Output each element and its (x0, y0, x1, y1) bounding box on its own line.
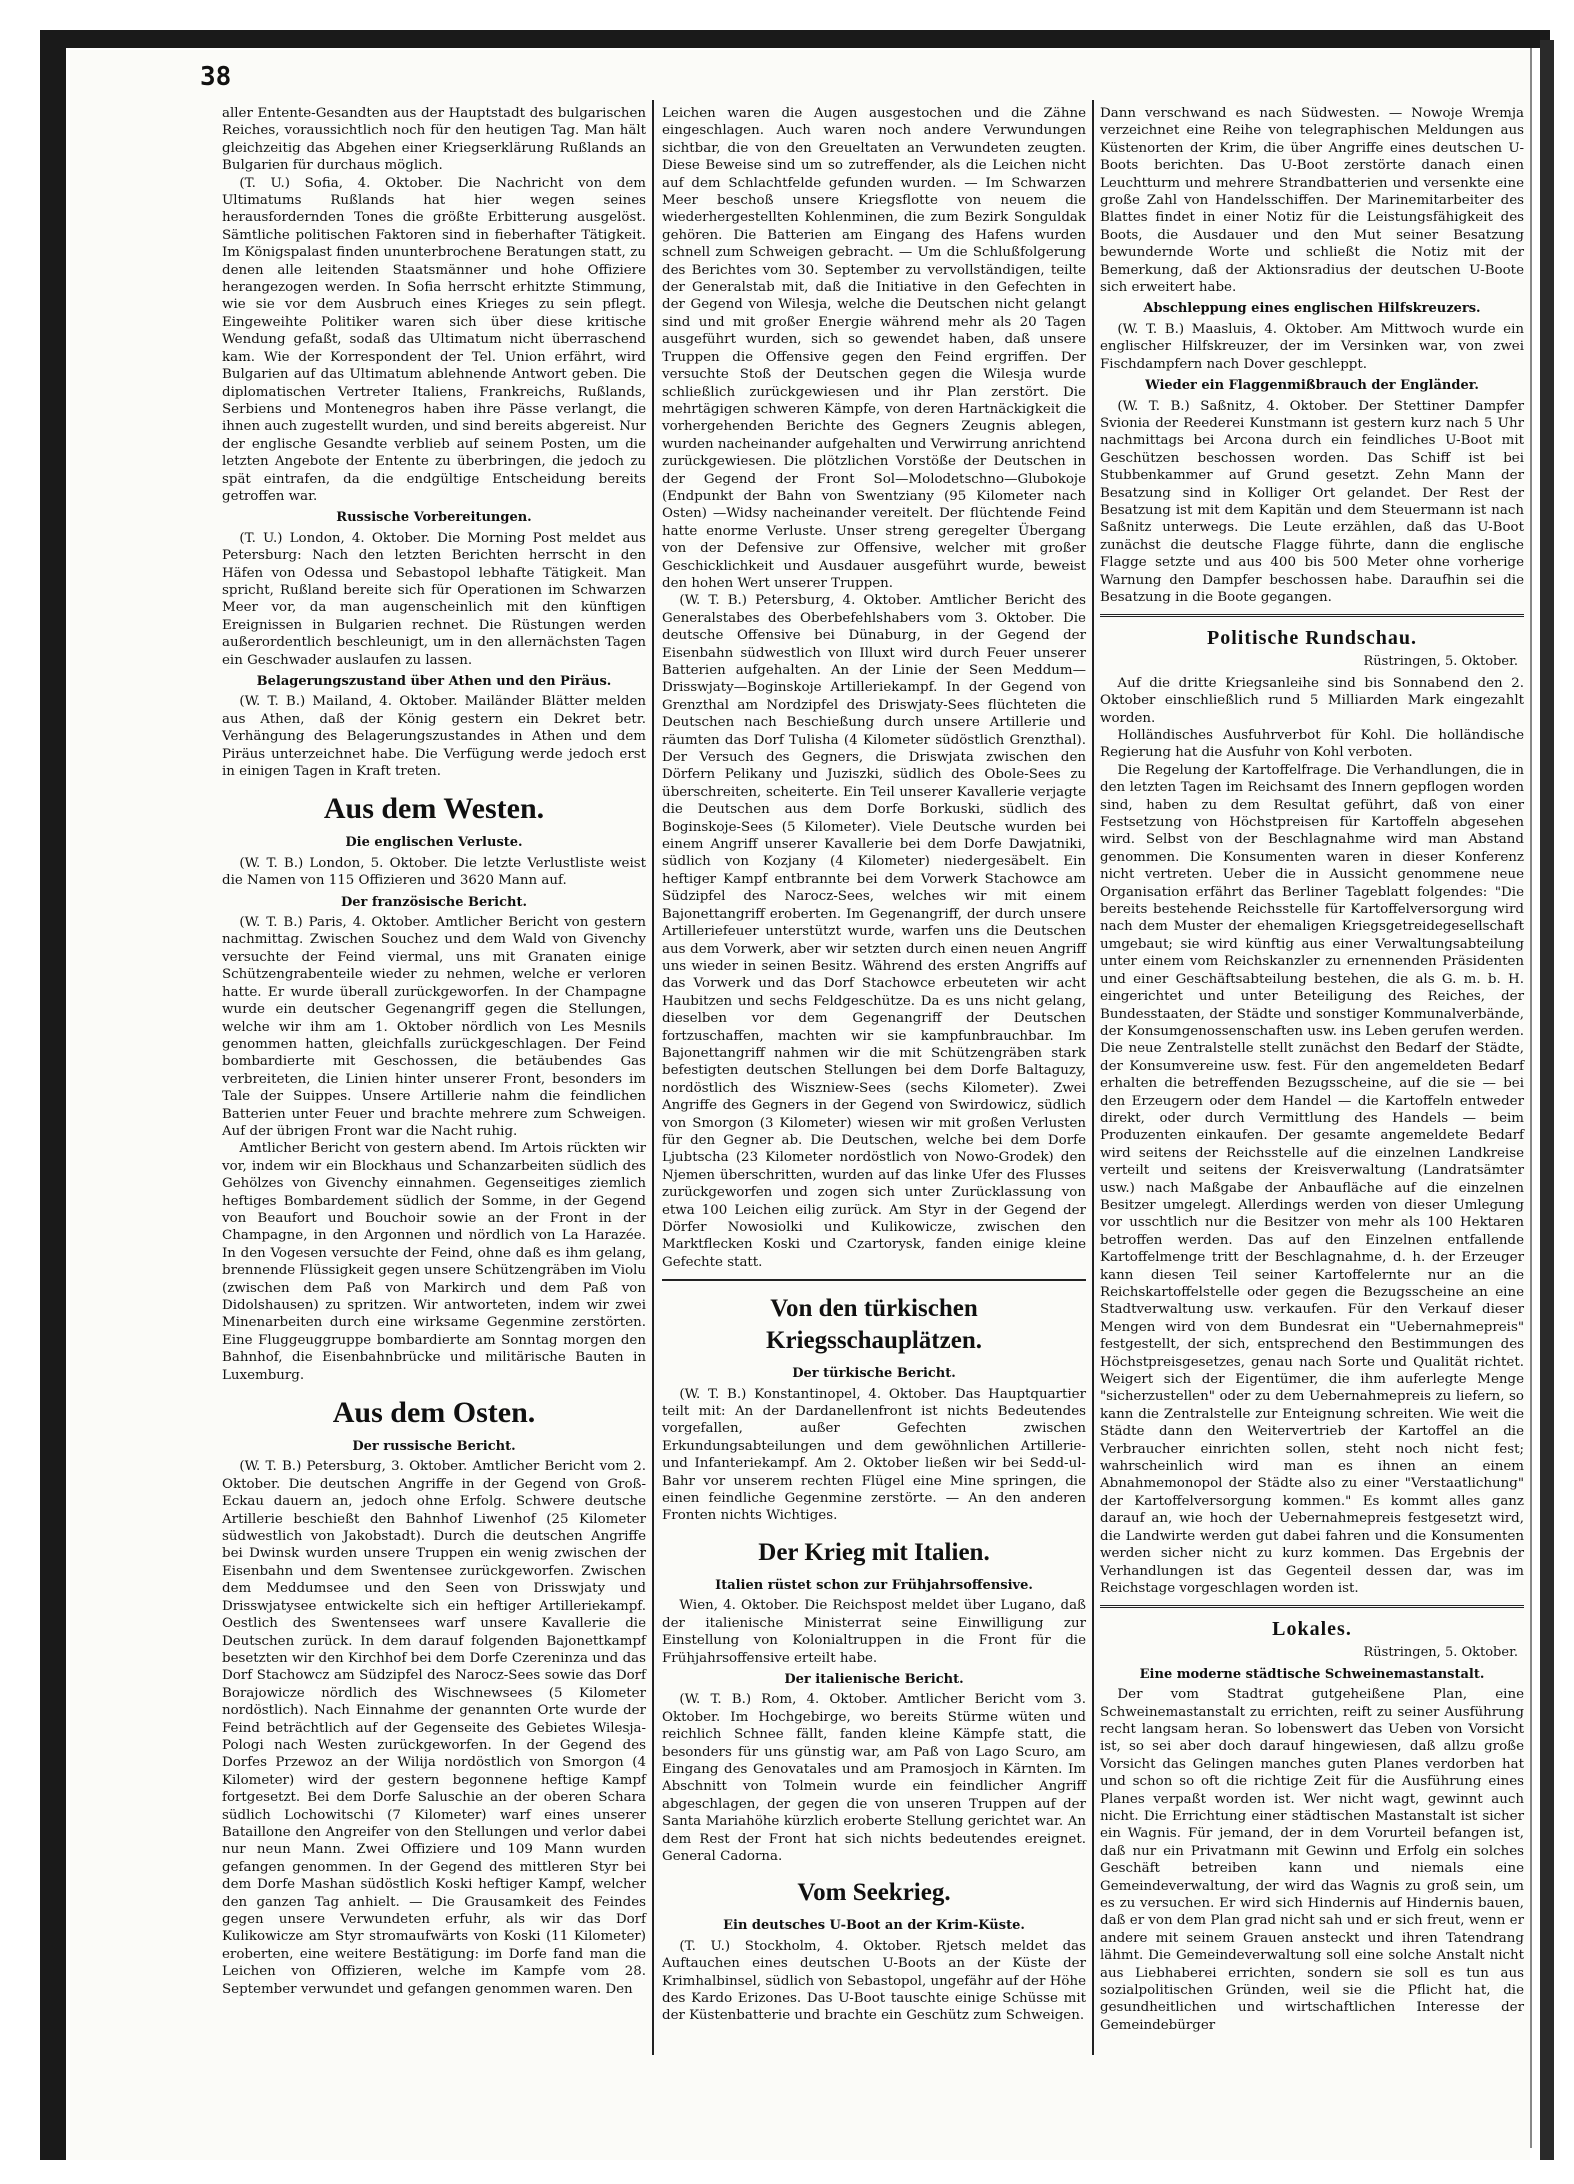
subheading: Russische Vorbereitungen. (336, 510, 532, 526)
paragraph: (W. T. B.) Mailand, 4. Oktober. Mailänder Blätter melden aus Athen, daß der König gestern ein Dekret betr. Verhängung des Belagerungszustandes in Athen und dem Piräus unterzeichnet habe. Die Verfügung werde jedoch erst in einigen Tagen in Kraft treten. (222, 694, 646, 780)
paragraph: (W. T. B.) Saßnitz, 4. Oktober. Der Stettiner Dampfer Svionia der Reederei Kunstmann ist gestern kurz nach 5 Uhr nachmittags bei Arcona durch ein feindliches U-Boot mit Geschützen beschossen worden. Das Schiff ist bei Stubbenkammer auf Grund gesetzt. Zehn Mann der Besatzung sind in Kolliger Ort gelandet. Der Rest der Besatzung ist mit dem Kapitän und dem Steuermann ist nach Saßnitz unterwegs. Die Leute erzählen, daß das U-Boot zunächst die deutsche Flagge führte, dann die englische Flagge setzte und aus 400 bis 500 Meter ohne vorherige Warnung den Dampfer beschossen habe. Daraufhin sei die Besatzung in die Boote gegangen. (1100, 398, 1524, 605)
subheading: Abschleppung eines englischen Hilfskreuzers. (1143, 301, 1481, 317)
paragraph: (W. T. B.) Petersburg, 3. Oktober. Amtlicher Bericht vom 2. Oktober. Die deutschen Angriffe in der Gegend von Groß-Eckau dauern an, jedoch ohne Erfolg. Schwere deutsche Artillerie beschießt den Bahnhof Liwenhof (25 Kilometer südwestlich von Jakobstadt). Durch die deutschen Angriffe bei Dwinsk wurden unsere Truppen ein wenig zwischen der Eisenbahn und dem Swentensee zurückgeworfen. Zwischen dem Meddumsee und den Seen von Drisswjaty und Drisswjatysee entwickelte sich ein heftiger Artilleriekampf. Oestlich des Swentensees warf unsere Kavallerie die Deutschen zurück. In dem darauf folgenden Bajonettkampf besetzten wir den Kirchhof bei dem Dorfe Czereninza und das Dorf Stachowcz am Südzipfel des Narocz-Sees sowie das Dorf Borajowicze nördlich des Wischnewsees (5 Kilometer nordöstlich). Nach Einnahme der genannten Orte wurde der Feind beträchtlich auf der Gegenseite des Gebietes Wilesja-Pologi nach Westen zurückgeworfen. In der Gegend des Dorfes Przewoz an der Wilija nordöstlich von Smorgon (4 Kilometer) wird der gestern begonnene heftige Kampf fortgesetzt. Bei dem Dorfe Saluschie an der oberen Schara südlich Lochowitschi (7 Kilometer) warf eines unserer Bataillone den Angreifer von den Stellungen und verlor dabei nur neun Mann. Zwei Offiziere und 109 Mann wurden gefangen genommen. In der Gegend des mittleren Styr bei dem Dorfe Mashan südöstlich Koski heftiger Kampf, welcher den ganzen Tag anhielt. — Die Grausamkeit des Feindes gegen unsere Verwundeten erfuhr, als wir das Dorf Kulikowicze am Styr stromaufwärts von Koski (11 Kilometer) eroberten, eine weitere Bestätigung: im Dorfe fand man die Leichen von Offizieren, welche im Kampfe vom 28. September verwundet und gefangen genommen waren. Den (222, 1459, 646, 1997)
column-1 (222, 105, 646, 1998)
section-heading: Lokales. (1272, 1618, 1352, 1641)
paragraph: aller Entente-Gesandten aus der Hauptstadt des bulgarischen Reiches, voraussichtlich noch für den heutigen Tag. Man hält gleichzeitig das Abgehen einer Kriegserklärung Rußlands an Bulgarien für durchaus möglich. (222, 106, 646, 174)
dateline: Rüstringen, 5. Oktober. (1363, 654, 1518, 670)
subheading: Der italienische Bericht. (784, 1671, 964, 1687)
subheading: Eine moderne städtische Schweinemastanstalt. (1139, 1666, 1485, 1682)
subheading: Belagerungszustand über Athen und den Piräus. (256, 674, 612, 689)
paragraph: (T. U.) Sofia, 4. Oktober. Die Nachricht von dem Ultimatums Rußlands hat hier wegen seines herausfordernden Tones die größte Erbitterung ausgelöst. Sämtliche politischen Faktoren sind in fieberhafter Tätigkeit. Im Königspalast finden ununterbrochene Beratungen statt, zu denen alle leitenden Staatsmänner und hohe Offiziere herangezogen werden. In Sofia herrscht erhitzte Stimmung, wie sie vor dem Ausbruch eines Krieges zu sein pflegt. Eingeweihte Politiker waren sich über diese kritische Wendung gefaßt, sodaß das Ultimatum nicht überraschend kam. Wie der Korrespondent der Tel. Union erfährt, wird Bulgarien auf das Ultimatum ablehnende Antwort geben. Die diplomatischen Vertreter Italiens, Frankreichs, Rußlands, Serbiens und Montenegros haben ihre Pässe verlangt, die ihnen auch zugestellt wurden, und sind bereits abgereist. Nur der englische Gesandte verblieb auf seinem Posten, um die letzten Angebote der Entente zu überbringen, die jedoch zu spät eintrafen, da die endgültige Entscheidung bereits getroffen war. (222, 175, 646, 504)
paragraph: (T. U.) Stockholm, 4. Oktober. Rjetsch meldet das Auftauchen eines deutschen U-Boots an der Küste der Krimhalbinsel, südlich von Sebastopol, ungefähr auf der Höhe des Kardo Erizones. Das U-Boot tauschte einige Schüsse mit der Küstenbatterie und brachte ein Geschütz zum Schweigen. (662, 1938, 1086, 2024)
paragraph: (W. T. B.) Maasluis, 4. Oktober. Am Mittwoch wurde ein englischer Hilfskreuzer, der im Versinken war, von zwei Fischdampfern nach Dover geschleppt. (1100, 321, 1524, 372)
page-edge (1530, 48, 1532, 2148)
paragraph: Holländisches Ausfuhrverbot für Kohl. Die holländische Regierung hat die Ausfuhr von Kohl verboten. (1100, 728, 1524, 761)
paragraph: (W. T. B.) Petersburg, 4. Oktober. Amtlicher Bericht des Generalstabes des Oberbefehlshabers vom 3. Oktober. Die deutsche Offensive bei Dünaburg, in der Gegend der Eisenbahn südwestlich von Illuxt wird durch Feuer unserer Batterien aufgehalten. An der Linie der Seen Meddum—Drisswjaty—Boginskoje Artilleriekampf. In der Gegend von Grenzthal am Nordzipfel des Driswjaty-Sees flüchteten die Deutschen nach Beschießung durch unsere Artillerie und räumten das Dorf Tulisha (4 Kilometer südöstlich Grenzthal). Der Versuch des Gegners, die Driswjata zwischen den Dörfern Pelikany und Juziszki, südlich des Obole-Sees zu überschreiten, scheiterte. Ein Teil unserer Kavallerie verjagte die Deutschen aus dem Dorfe Borkuski, südlich des Boginskoje-Sees (5 Kilometer). Viele Deutsche wurden bei einem Angriff unserer Kavallerie bei dem Dorfe Dawjatniki, südlich von Kozjany (4 Kilometer) niedergesäbelt. Ein heftiger Kampf entbrannte bei dem Vorwerk Stachowce am Südzipfel des Narocz-Sees, welches wir mit einem Bajonettangriff eroberten. Im Gegenangriff, der durch unsere Artilleriefeuer unterstützt wurde, warfen uns die Deutschen aus dem Vorwerk, aber wir setzten durch einen neuen Angriff uns wieder in seinen Besitz. Während des ersten Angriffs auf das Vorwerk und das Dorf Stachowce erbeuteten wir acht Haubitzen und sechs Feldgeschütze. Da es uns nicht gelang, dieselben vor dem Gegenangriff der Deutschen fortzuschaffen, machten wir sie kampfunbrauchbar. Im Bajonettangriff nahmen wir die mit Schützengräben stark befestigten deutschen Stellungen bei dem Dorfe Baltaguzy, nordöstlich des Wiszniew-Sees (sechs Kilometer). Zwei Angriffe des Gegners in der Gegend von Swirdowicz, südlich von Smorgon (3 Kilometer) wiesen wir mit großen Verlusten für den Gegner ab. Die Deutschen, welche bei dem Dorfe Ljubtscha (23 Kilometer nordöstlich von Nowo-Grodek) den Njemen überschritten, wurden auf das linke Ufer des Flusses zurückgeworfen und zogen sich unter Zurücklassung von etwa 100 Leichen eilig zurück. Am Styr in der Gegend der Dörfer Nowosiolki und Kulikowicze, zwischen den Marktflecken Koski und Czartorysk, fanden einige kleine Gefechte statt. (662, 593, 1086, 1270)
paragraph: Leichen waren die Augen ausgestochen und die Zähne eingeschlagen. Auch waren noch andere Verwundungen sichtbar, die von den Greueltaten an Verwundeten zeugten. Diese Beweise sind um so zutreffender, als die Leichen nicht auf dem Schlachtfelde gefunden wurden. — Im Schwarzen Meer beschoß unsere Kriegsflotte von neuem die wiederhergestellten Kohlenminen, die zum Bezirk Songuldak gehören. Die Batterien am Eingang des Hafens wurden schnell zum Schweigen gebracht. — Um die Schlußfolgerung des Berichtes vom 30. September zu vervollständigen, teilte der Generalstab mit, daß die Initiative in den Gefechten in der Gegend von Wilesja, welche die Deutschen nicht gelangt sind und mit großer Energie während mehr als 20 Tagen ausgeführt wurden, sich so gewendet haben, daß unsere Truppen die Offensive gegen den Feind ergriffen. Der versuchte Stoß der Deutschen gegen die Wilesja wurde schließlich zurückgewiesen und ihr Plan zerstört. Die mehrtägigen schweren Kämpfe, von deren Hartnäckigkeit die vorhergehenden Berichte des Gegners Zeugnis ablegen, wurden nacheinander aufgehalten und Verwirrung anrichtend zurückgewiesen. Die plötzlichen Vorstöße der Deutschen in der Gegend der Front Sol—Molodetschno—Glubokoje (Endpunkt der Bahn von Swentziany (95 Kilometer nach Osten) —Widsy nacheinander vereitelt. Der flüchtende Feind hatte enorme Verluste. Unser streng geregelter Übergang von der Defensive zur Offensive, welcher mit großer Geschicklichkeit und Ausdauer ausgeführt wurde, beweist den hohen Wert unserer Truppen. (662, 106, 1086, 591)
paragraph: Amtlicher Bericht von gestern abend. Im Artois rückten wir vor, indem wir ein Blockhaus und Schanzarbeiten südlich des Gehölzes von Givenchy einnahmen. Gegenseitiges ziemlich heftiges Bombardement südlich der Somme, in der Gegend von Beaufort und Bouchoir sowie an der Front in der Champagne, in den Argonnen und nördlich von La Harazée. In den Vogesen versuchte der Feind, ohne daß es ihm gelang, brennende Flüssigkeit gegen unsere Schützengräben im Violu (zwischen dem Paß von Markirch und dem Paß von Didolshausen) zu spritzen. Wir antworteten, indem wir zwei Minenarbeiten durch eine wirksame Gegenmine zerstörten. Eine Fluggeuggruppe bombardierte am Sonntag morgen den Bahnhof, die Eisenbahnbrücke und militärische Bauten in Luxemburg. (222, 1141, 646, 1383)
column-2 (662, 105, 1086, 2025)
section-heading: Der Krieg mit Italien. (758, 1538, 990, 1566)
scan-border-right (1540, 40, 1554, 2160)
subheading: Der französische Bericht. (341, 894, 527, 910)
section-heading: Vom Seekrieg. (797, 1879, 951, 1907)
paragraph: (W. T. B.) Konstantinopel, 4. Oktober. Das Hauptquartier teilt mit: An der Dardanellenfront ist nichts Bedeutendes vorgefallen, außer Gefechten zwischen Erkundungsabteilungen und dem gewöhnlichen Artillerie- und Infanteriekampf. Am 2. Oktober ließen wir bei Sedd-ul-Bahr vor unserem rechten Flügel eine Mine springen, die einen feindliche Gegenmine zerstörte. — An den anderen Fronten nichts Wichtiges. (662, 1386, 1086, 1524)
divider (662, 1279, 1086, 1281)
scan-border-left (40, 30, 66, 2160)
paragraph: (T. U.) London, 4. Oktober. Die Morning Post meldet aus Petersburg: Nach den letzten Berichten herrscht in den Häfen von Odessa und Sebastopol lebhafte Tätigkeit. Man spricht, Rußland bereite sich für Operationen im Schwarzen Meer vor, da man augenscheinlich mit den künftigen Ereignissen in Bulgarien rechnet. Die Rüstungen werden außerordentlich beschleunigt, um in den allernächsten Tagen ein Geschwader auslaufen zu lassen. (222, 530, 646, 668)
paragraph: Wien, 4. Oktober. Die Reichspost meldet über Lugano, daß der italienische Ministerrat seine Einwilligung zur Einstellung von Kolonialtruppen in die Front für die Frühjahrsoffensive erteilt habe. (662, 1598, 1086, 1666)
divider (1100, 1605, 1524, 1608)
page-number: 38 (200, 62, 232, 92)
dateline: Rüstringen, 5. Oktober. (1363, 1645, 1518, 1661)
column-rule-2 (1092, 100, 1094, 2055)
section-heading: Aus dem Westen. (323, 792, 545, 826)
subheading: Wieder ein Flaggenmißbrauch der Engländer. (1145, 378, 1479, 394)
divider (1100, 614, 1524, 617)
paragraph: Die Regelung der Kartoffelfrage. Die Verhandlungen, die in den letzten Tagen im Reichsamt des Innern gepflogen worden sind, haben zu dem Resultat geführt, daß von einer Festsetzung von Höchstpreisen für Kartoffeln abgesehen wird. Selbst von der Beschlagnahme wird man Abstand genommen. Die Konsumenten waren in dieser Konferenz nicht vertreten. Ueber die in Aussicht genommene neue Organisation erfährt das Berliner Tageblatt folgendes: "Die bereits bestehende Reichsstelle für Kartoffelversorgung wird nach dem Muster der ehemaligen Kriegsgetreidegesellschaft umgebaut; sie wird künftig aus einer Verwaltungsabteilung unter einem vom Reichskanzler zu ernennenden Präsidenten und einer Geschäftsabteilung bestehen, die als G. m. b. H. eingerichtet und unter Beteiligung des Reiches, der Bundesstaaten, der Städte und sonstiger Kommunalverbände, der Konsumgenossenschaften usw. ins Leben gerufen werden. Die neue Zentralstelle stellt zunächst den Bedarf der Städte, der Konsumvereine usw. fest. Für den angemeldeten Bedarf erhalten die betreffenden Bezugsscheine, auf die sie — bei den Erzeugern oder dem Handel — die Kartoffeln entweder direkt, oder durch Vermittlung des Handels — beim Produzenten einkaufen. Der gesamte angemeldete Bedarf wird seitens der Reichsstelle auf die einzelnen Landkreise verteilt und seitens der Kreisverwaltung (Landratsämter usw.) nach Maßgabe der Anbaufläche auf die einzelnen Besitzer umgelegt. Allerdings werden von dieser Umlegung vor usschtlich nur die Besitzer von mehr als 100 Hektaren betroffen werden. Das auf den Einzelnen entfallende Kartoffelmenge tritt der Beschlagnahme, d. h. der Erzeuger kann diesen Teil seiner Kartoffelernte nur an die Reichskartoffelstelle oder gegen die Bezugsscheine an eine Stadtverwaltung usw. verkaufen. Für den Verkauf dieser Mengen wird von dem Bundesrat ein "Uebernahmepreis" festgestellt, der sich, entsprechend den Bestimmungen des Höchstpreisgesetzes, genau nach Sorte und Qualität richtet. Weigert sich der Eigentümer, die ihm auferlegte Menge "sicherzustellen" oder zu dem Uebernahmepreis zu liefern, so kann die Zentralstelle zur Enteignung schreiten. Wie weit die Städte dann den Weitervertrieb der Kartoffel an die Verbraucher einrichten sollen, steht noch nicht fest; wahrscheinlich wird man es ihnen an einem Abnahmemonopol der Städte also zu einer "Verstaatlichung" der Kartoffelversorgung kommen." Es kommt alles ganz darauf an, wie hoch der Uebernahmepreis festgesetzt wird, die Landwirte werden gut dabei fahren und die Konsumenten werden sicher nicht zu kurz kommen. Das Ergebnis der Verhandlungen ist das Gegenteil dessen dar, was im Reichstage vorgeschlagen worden ist. (1100, 762, 1524, 1596)
paragraph: Der vom Stadtrat gutgeheißene Plan, eine Schweinemastanstalt zu errichten, reift zu seiner Ausführung recht langsam heran. So lobenswert das Ueben von Vorsicht ist, so sei aber doch darauf hingewiesen, daß allzu große Vorsicht das Gelingen manches guten Planes verdorben hat und schon so oft die richtige Zeit für die Ausführung eines Planes verpaßt worden ist. Wer nicht wagt, gewinnt auch nicht. Die Errichtung einer städtischen Mastanstalt ist sicher ein Wagnis. Für jemand, der in dem Vorurteil befangen ist, daß nur ein Privatmann mit Gewinn und Erfolg ein solches Geschäft betreiben kann und niemals eine Gemeindeverwaltung, der wird das Wagnis zu groß sein, um es zu versuchen. Er wird sich Hindernis auf Hindernis bauen, daß er von dem Plan grad nicht sah und er sich freut, wenn er andere mit seinem Grauen ansteckt und ihren Tatendrang lähmt. Die Gemeindeverwaltung soll eine solche Anstalt nicht aus Liebhaberei errichten, sondern sie soll es tun aus sozialpolitischen Gründen, weil sie die Pflicht hat, die gesundheitlichen und wirtschaftlichen Interesse der Gemeindebürger (1100, 1687, 1524, 2033)
section-heading: Von den türkischen Kriegsschauplätzen. (766, 1295, 982, 1355)
paragraph: (W. T. B.) London, 5. Oktober. Die letzte Verlustliste weist die Namen von 115 Offizieren und 3620 Mann auf. (222, 855, 646, 889)
subheading: Der türkische Bericht. (792, 1366, 956, 1382)
subheading: Der russische Bericht. (352, 1439, 516, 1455)
section-heading: Politische Rundschau. (1207, 627, 1417, 650)
scan-border-top (40, 30, 1550, 48)
paragraph: (W. T. B.) Rom, 4. Oktober. Amtlicher Bericht vom 3. Oktober. Im Hochgebirge, wo bereits Stürme wüten und reichlich Schnee fällt, fanden kleine Kämpfe statt, die besonders für uns günstig war, am Paß von Lago Scuro, am Eingang des Genovatales und am Pramosjoch in Kärnten. Im Abschnitt von Tolmein wurde ein feindlicher Angriff abgeschlagen, der gegen die von unseren Truppen auf der Santa Mariahöhe kürzlich eroberte Stellung gerichtet war. An dem Rest der Front hat sich nichts bedeutendes ereignet. General Cadorna. (662, 1692, 1086, 1864)
subheading: Die englischen Verluste. (345, 835, 523, 851)
subheading: Italien rüstet schon zur Frühjahrsoffensive. (715, 1577, 1033, 1593)
column-rule-1 (652, 100, 654, 2055)
subheading: Ein deutsches U-Boot an der Krim-Küste. (723, 1918, 1025, 1934)
paragraph: Dann verschwand es nach Südwesten. — Nowoje Wremja verzeichnet eine Reihe von telegraphischen Meldungen aus Küstenorten der Krim, die über Angriffe eines deutschen U-Boots berichten. Das U-Boot zerstörte danach einen Leuchtturm und mehrere Strandbatterien und versenkte eine große Zahl von Handelsschiffen. Der Marinemitarbeiter des Blattes findet in einer Notiz für die Leistungsfähigkeit des Boots, die Ausdauer und den Mut seiner Besatzung bewundernde Worte und schließt die Notiz mit der Bemerkung, daß der Aktionsradius der deutschen U-Boote sich erweitert habe. (1100, 106, 1524, 296)
paragraph: (W. T. B.) Paris, 4. Oktober. Amtlicher Bericht von gestern nachmittag. Zwischen Souchez und dem Wald von Givenchy versuchte der Feind viermal, uns mit Granaten einige Schützengrabenteile wieder zu nehmen, welche er verloren hatte. Er wurde überall zurückgeworfen. In der Champagne wurde ein deutscher Gegenangriff gegen die Stellungen, welche wir ihm am 1. Oktober nördlich von Les Mesnils genommen hatten, gleichfalls zurückgeschlagen. Der Feind bombardierte mit Geschossen, die betäubendes Gas verbreiteten, die Linien hinter unserer Front, besonders im Tale der Suippes. Unsere Artillerie nahm die feindlichen Batterien unter Feuer und brachte mehrere zum Schweigen. Auf der übrigen Front war die Nacht ruhig. (222, 915, 646, 1139)
paragraph: Auf die dritte Kriegsanleihe sind bis Sonnabend den 2. Oktober einschließlich rund 5 Milliarden Mark eingezahlt worden. (1100, 675, 1524, 726)
column-3 (1100, 105, 1524, 2034)
section-heading: Aus dem Osten. (332, 1396, 536, 1430)
